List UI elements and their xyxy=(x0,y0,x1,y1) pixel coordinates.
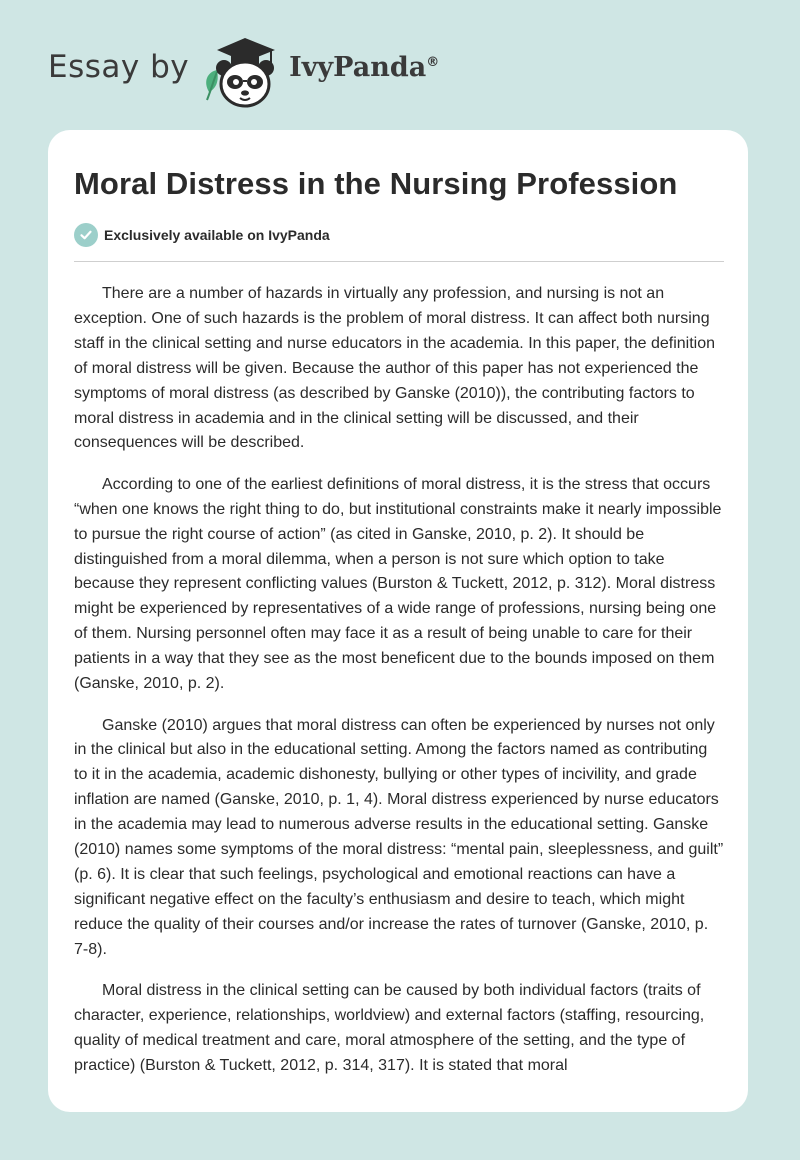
essay-card xyxy=(48,130,748,1112)
divider xyxy=(74,261,724,262)
exclusive-badge-label: Exclusively available on IvyPanda xyxy=(104,227,330,243)
essay-body xyxy=(74,282,724,1095)
paragraph: Moral distress in the clinical setting can be caused by both individual factors (traits of character, experience, relationships, worldview) and external factors (staffing, resourcing, quality of medical treatment and care, moral atmosphere of the setting, and the type of practice) (Burston & Tuckett, 2012, p. 314, 317). It is stated that moral xyxy=(74,982,705,1074)
essay-title: Moral Distress in the Nursing Profession xyxy=(74,166,678,201)
brand-prefix: Essay by xyxy=(48,49,190,85)
brand-name[interactable]: IvyPanda® xyxy=(289,51,440,83)
paragraph: According to one of the earliest definitions of moral distress, it is the stress that occurs “when one knows the right thing to do, but institutional constraints make it nearly impossible to pursue the right course of action” (as cited in Ganske, 2010, p. 2). It should be distinguished from a moral dilemma, when a person is not sure which option to take because they represent conflicting values (Burston & Tuckett, 2012, p. 312). Moral distress might be experienced by representatives of a wide range of professions, nursing being one of them. Nursing personnel often may face it as a result of being unable to care for their patients in a way that they see as the most beneficent due to the bounds imposed on them (Ganske, 2010, p. 2). xyxy=(74,475,722,693)
paragraph: There are a number of hazards in virtually any profession, and nursing is not an exception. One of such hazards is the problem of moral distress. It can affect both nursing staff in the clinical setting and nurse educators in the academia. In this paper, the definition of moral distress will be given. Because the author of this paper has not experienced the symptoms of moral distress (as described by Ganske (2010)), the contributing factors to moral distress in academia and in the clinical setting will be discussed, and their consequences will be described. xyxy=(74,285,715,452)
panda-graduate-logo-icon[interactable] xyxy=(197,30,287,110)
exclusive-badge xyxy=(74,222,330,248)
check-circle-icon xyxy=(74,223,98,247)
site-header xyxy=(48,30,439,110)
paragraph: Ganske (2010) argues that moral distress can often be experienced by nurses not only in the clinical but also in the educational setting. Among the factors named as contributing to it in the academia, academic dishonesty, bullying or other types of incivility, and grade inflation are named (Ganske, 2010, p. 1, 4). Moral distress experienced by nurse educators in the academia may lead to numerous adverse results in the educational setting. Ganske (2010) names some symptoms of the moral distress: “mental pain, sleeplessness, and guilt” (p. 6). It is clear that such feelings, psychological and emotional reactions can have a significant negative effect on the faculty’s enthusiasm and desire to teach, which might reduce the quality of their courses and/or increase the rates of turnover (Ganske, 2010, p. 7-8). xyxy=(74,716,724,958)
registered-mark: ® xyxy=(426,54,440,70)
